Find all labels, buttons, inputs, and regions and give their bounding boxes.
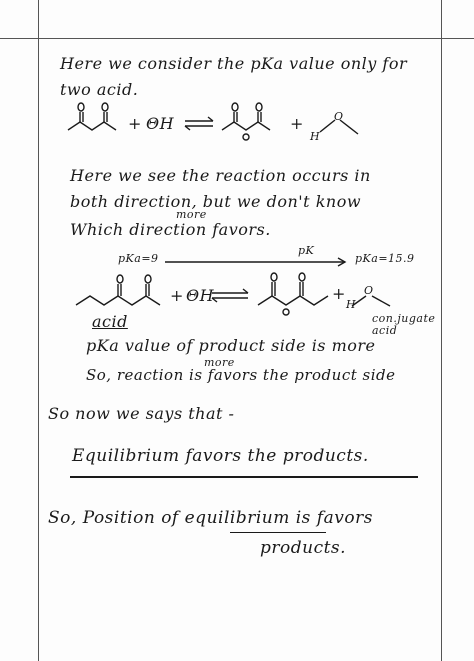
- reaction1-hydroxide: ΘH: [146, 114, 175, 133]
- note-line-11: products.: [260, 538, 347, 558]
- acid-label: acid: [92, 312, 128, 331]
- reaction2-water-h: H: [346, 298, 357, 311]
- note-line-8: So now we says that -: [48, 404, 235, 423]
- pk-mid: pK: [298, 244, 315, 257]
- position-underline: [230, 532, 326, 533]
- note-line-6: pKa value of product side is more: [86, 336, 376, 355]
- note-line-5-insert: more: [176, 208, 207, 221]
- equilibrium-underline: [70, 476, 418, 478]
- note-line-7: So, reaction is favors the product side: [86, 366, 396, 384]
- conjugate-acid-label-2: acid: [372, 324, 398, 337]
- note-line-7-insert: more: [204, 356, 235, 369]
- reaction1-plus-2: +: [290, 114, 304, 133]
- reaction1-plus-1: +: [128, 114, 142, 133]
- note-line-10: So, Position of equilibrium is favors: [48, 508, 373, 528]
- pka-right: pKa=15.9: [355, 252, 415, 265]
- reaction2-plus-2: +: [332, 284, 346, 303]
- note-line-5: Which direction favors.: [70, 220, 271, 239]
- note-line-1: Here we consider the pKa value only for: [60, 54, 408, 73]
- reaction1-water-h: H: [310, 130, 321, 143]
- pka-left: pKa=9: [118, 252, 159, 265]
- note-line-9: Equilibrium favors the products.: [72, 446, 369, 466]
- conjugate-acid-label: con.jugate: [372, 312, 436, 325]
- note-line-4: both direction, but we don't know: [70, 192, 362, 211]
- reaction2-plus-1: +: [170, 286, 184, 305]
- reaction1-water-o: O: [334, 110, 344, 123]
- reaction2-hydroxide: ΘH: [186, 286, 215, 305]
- note-line-3: Here we see the reaction occurs in: [70, 166, 371, 185]
- note-line-2: two acid.: [60, 80, 139, 99]
- reaction2-water-o: O: [364, 284, 374, 297]
